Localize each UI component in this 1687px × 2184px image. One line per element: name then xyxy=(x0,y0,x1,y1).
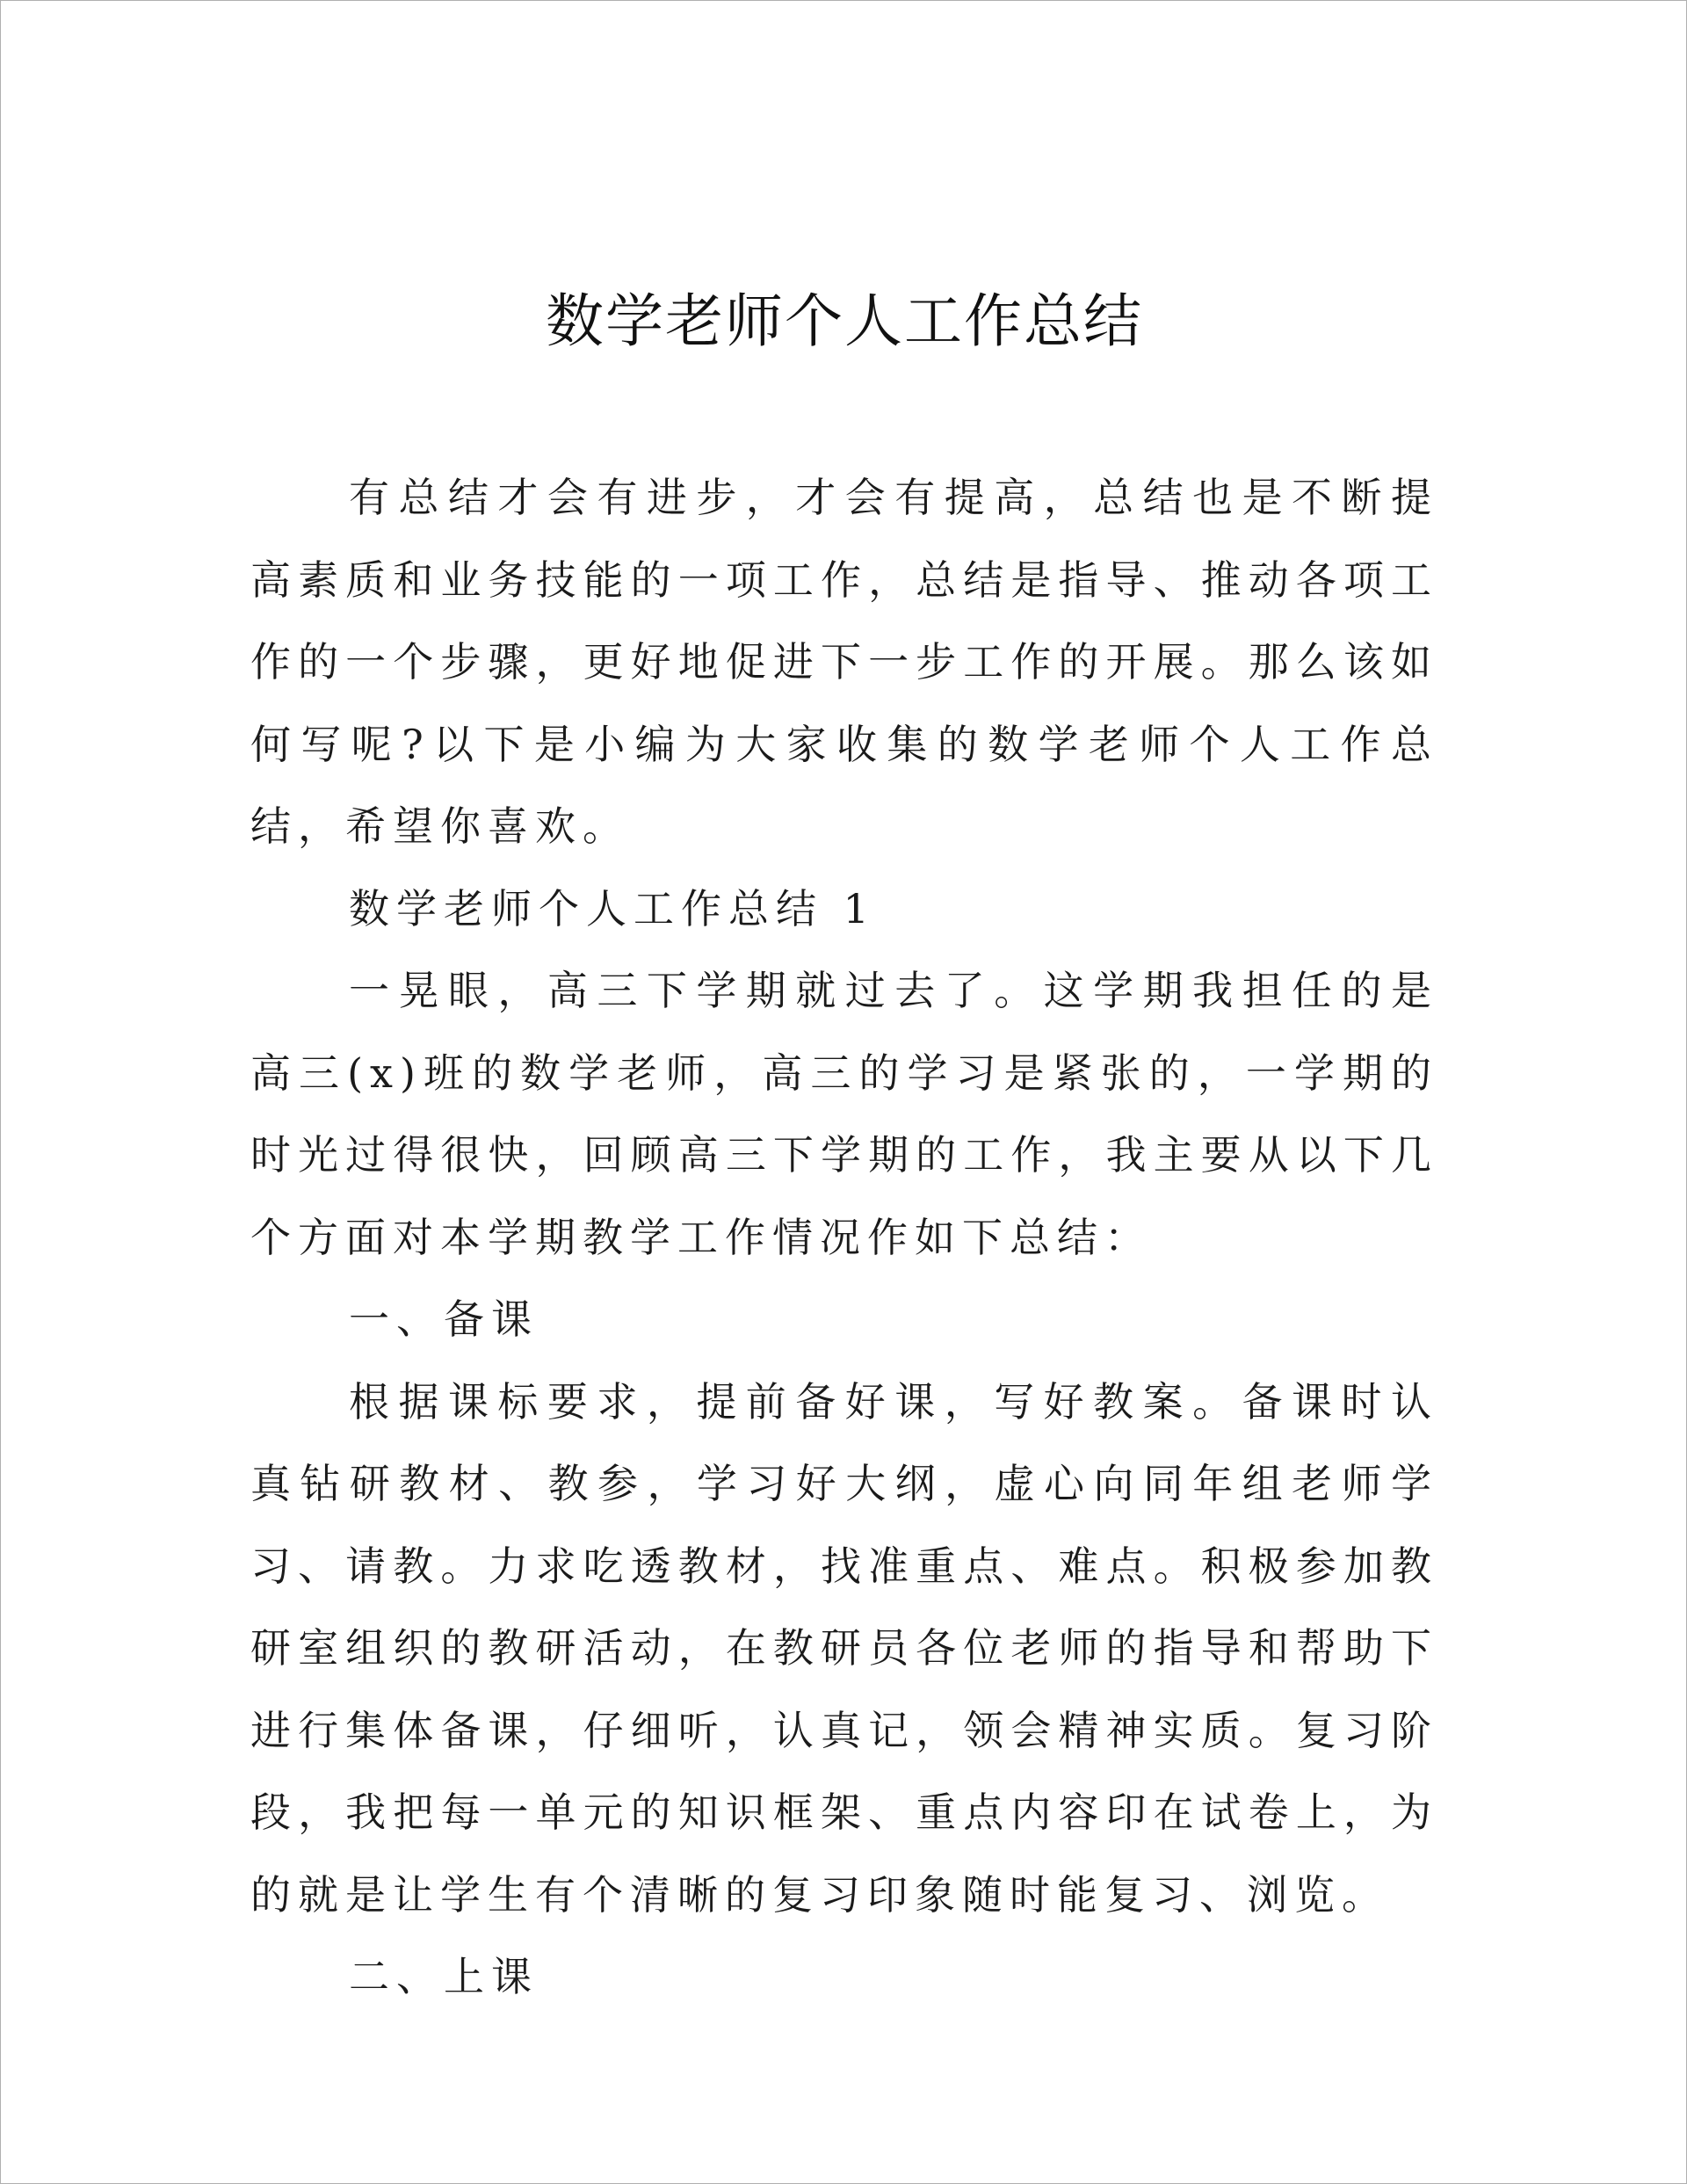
section-heading-class: 二、上课 xyxy=(349,1953,539,2000)
intro-paragraph: 有总结才会有进步，才会有提高，总结也是不断提高素质和业务技能的一项工作，总结是指导、推动各项工作的一个步骤，更好地促进下一步工作的开展。那么该如何写呢?以下是小编为大家收集的数学老师个人工作总结，希望你喜欢。 xyxy=(250,474,1438,850)
section-heading-lesson-prep: 一、备课 xyxy=(349,1295,539,1343)
section-heading-summary-1: 数学老师个人工作总结 1 xyxy=(349,884,876,932)
document-body xyxy=(250,457,1438,2019)
body-paragraph: 根据课标要求，提前备好课，写好教案。备课时认真钻研教材、教参，学习好大纲，虚心向同年组老师学习、请教。力求吃透教材，找准重点、难点。积极参加教研室组织的教研活动，在教研员各位老师的指导和帮助下进行集体备课，仔细听，认真记，领会精神实质。复习阶段，我把每一单元的知识框架、重点内容印在试卷上，为的就是让学生有个清晰的复习印象随时能复习、浏览。 xyxy=(250,1377,1438,1919)
body-paragraph: 一晃眼，高三下学期就过去了。这学期我担任的是高三(x)班的数学老师，高三的学习是紧张的，一学期的时光过得很快，回顾高三下学期的工作，我主要从以下几个方面对本学期教学工作情况作如下总结： xyxy=(250,967,1438,1261)
document-title: 数学老师个人工作总结 xyxy=(546,287,1143,355)
